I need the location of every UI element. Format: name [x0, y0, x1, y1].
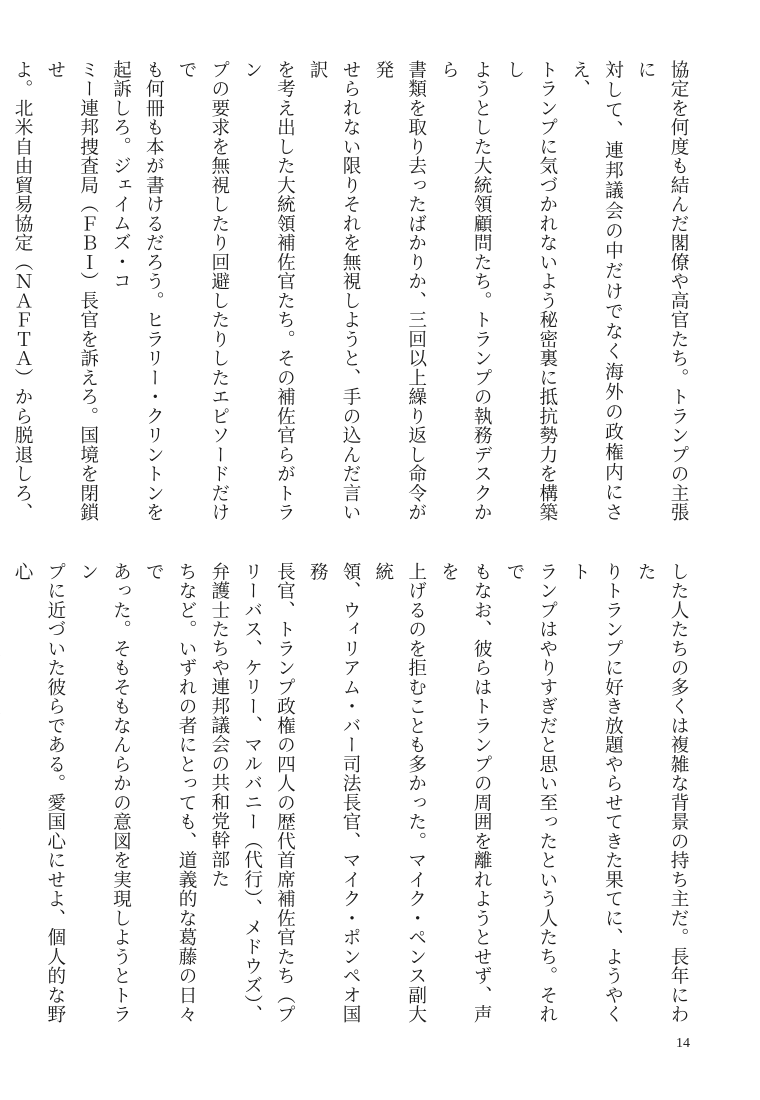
text-line: プの要求を無視したり回避したりしたエピソードだけで: [176, 60, 230, 522]
text-line: 長官、トランプ政権の四人の歴代首席補佐官たち（プリーバス、ケリー、マルバニー（代行）、メドウズ）、弁護士たちや連邦議会の共和党幹部た: [208, 562, 296, 1024]
page-number: 14: [676, 1036, 690, 1051]
text-column-top: [12, 60, 694, 522]
text-line: ようとした大統領顧問たち。トランプの執務デスクから: [438, 60, 493, 522]
text-line: 協定を何度も結んだ閣僚や高官たち。トランプの主張に: [635, 60, 689, 522]
text-column-bottom: [12, 562, 694, 1024]
text-line: ランプはやりすぎだと思い至ったという人たち。それで: [504, 562, 558, 1024]
text-line: 上げるのを拒むことも多かった。マイク・ペンス副大統: [372, 562, 427, 1024]
text-line: ミー連邦捜査局（ＦＢＩ）長官を訴えろ。国境を閉鎖せ: [44, 60, 99, 522]
text-line: せられない限りそれを無視しようと、手の込んだ言い訳: [307, 60, 362, 522]
text-line: を考え出した大統領補佐官たち。その補佐官らがトラン: [241, 60, 296, 522]
text-line: りトランプに好き放題やらせてきた果てに、ようやくト: [569, 562, 624, 1024]
text-line: 対して、連邦議会の中だけでなく海外の政権内にさえ、: [569, 60, 624, 522]
text-line: もなお、彼らはトランプの周囲を離れようとせず、声を: [438, 562, 493, 1024]
text-line: プに近づいた彼らである。愛国心にせよ、個人的な野心: [12, 562, 66, 1024]
text-line: よ。北米自由貿易協定（ＮＡＦＴＡ）から脱退しろ、: [12, 60, 34, 522]
text-line: [0, 562, 5, 1024]
text-line: も何冊も本が書けるだろう。ヒラリー・クリントンを起訴しろ。ジェイムズ・コ: [110, 60, 165, 522]
text-line: した人たちの多くは複雑な背景の持ち主だ。長年にわた: [635, 562, 689, 1024]
text-line: あった。そもそもなんらかの意図を実現しようとトラン: [77, 562, 132, 1024]
text-line: トランプに気づかれないよう秘密裏に抵抗勢力を構築し: [504, 60, 558, 522]
text-line: 領、ウィリアム・バー司法長官、マイク・ポンペオ国務: [307, 562, 362, 1024]
text-line: ちなど。いずれの者にとっても、道義的な葛藤の日々で: [143, 562, 198, 1024]
text-line: 書類を取り去ったばかりか、三回以上繰り返し命令が発: [372, 60, 427, 522]
